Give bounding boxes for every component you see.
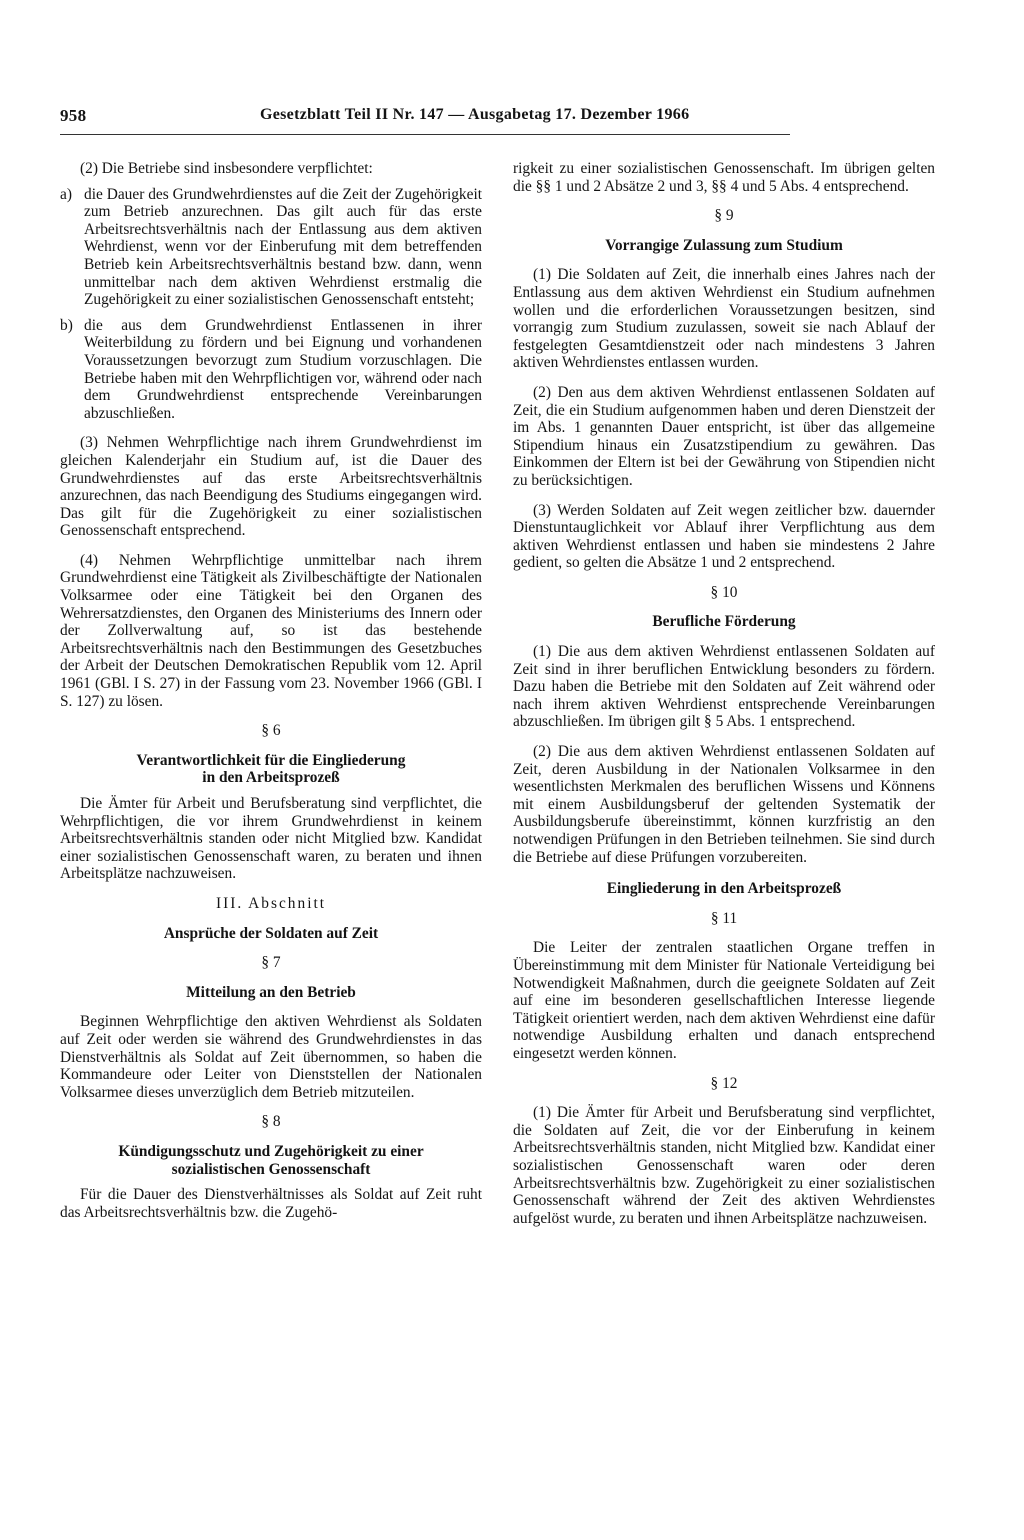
section-9-paragraph-1: (1) Die Soldaten auf Zeit, die innerhalb eines Jahres nach der Entlassung aus dem aktiven Wehrdienst ein Studium aufnehmen wollen und die erforderlichen Voraussetzungen besitzen, sind vorrangig zum Studium zuzulassen, soweit sie nach Ablauf der festgelegten Gesamtdienstzeit oder nach mindestens 3 Jahren aktiven Wehrdienstes entlassen wurden. [513, 266, 935, 372]
section-6-heading [60, 752, 482, 787]
section-11-heading: Eingliederung in den Arbeitsprozeß [606, 880, 842, 898]
header-divider [60, 134, 790, 135]
paragraph-3: (3) Nehmen Wehrpflichtige nach ihrem Grundwehrdienst im gleichen Kalenderjahr ein Studium auf, ist die Dauer des Grundwehrdienstes auf das erste Arbeitsrechtsverhältnis anzurechnen, das nach Beendigung des Studiums eingegangen wird. Das gilt für die Zugehörigkeit zu einer sozialistischen Genossenschaft entsprechend. [60, 434, 482, 540]
list-marker: b) [60, 316, 73, 334]
section-6-heading-line-1: Verantwortlichkeit für die Eingliederung [136, 751, 406, 769]
list-item [60, 317, 482, 423]
section-12-text: (1) Die Ämter für Arbeit und Berufsberatung sind verpflichtet, die Soldaten auf Zeit, die vor der Einberufung in keinem Arbeitsrechtsverhältnis standen, nicht Mitglied bzw. Kandidat einer sozialistischen Genossenschaft waren oder deren Arbeitsrechtsverhältnis bzw. Zugehörigkeit zu einer sozialistischen Genossenschaft während der Zeit des aktiven Wehrdienstes aufgelöst wurde, zu beraten und ihnen Arbeitsplätze nachzuweisen. [513, 1104, 935, 1227]
paragraph-2-intro: (2) Die Betriebe sind insbesondere verpflichtet: [80, 160, 373, 177]
section-10-paragraph-2: (2) Die aus dem aktiven Wehrdienst entlassenen Soldaten auf Zeit, deren Ausbildung in der Nationalen Volksarmee in den wesentlichsten Merkmalen des beruflichen Wissens und Könnens mit einem Ausbildungsberuf der geltenden Systematik der Ausbildungsberufe übereinstimmt, können kurzfristig an den notwendigen Prüfungen in den Betrieben teilnehmen. Sie sind durch die Betriebe auf diese Prüfungen vorzubereiten. [513, 743, 935, 866]
section-8-text: Für die Dauer des Dienstverhältnisses als Soldat auf Zeit ruht das Arbeitsrechtsverhältnis bzw. die Zugehö- [60, 1186, 482, 1221]
section-9-paragraph-3: (3) Werden Soldaten auf Zeit wegen zeitlicher bzw. dauernder Dienstuntauglichkeit vor Ablauf ihrer Verpflichtung aus dem aktiven Wehrdienst entlassen und haben sie mindestens 2 Jahre gedient, so gelten die Absätze 1 und 2 entsprechend. [513, 501, 935, 572]
section-8-mark: § 8 [261, 1113, 281, 1131]
list-item-text: die aus dem Grundwehrdienst Entlassenen in ihrer Weiterbildung zu fördern und bei Eignung und vorhandenen Voraussetzungen bevorzugt zum Studium vorzuschlagen. Die Betriebe haben mit den Wehrpflichtigen vor, während oder nach dem Grundwehrdienst entsprechende Vereinbarungen abzuschließen. [84, 316, 482, 422]
section-7-heading: Mitteilung an den Betrieb [186, 983, 356, 1001]
part-3-heading: Ansprüche der Soldaten auf Zeit [163, 924, 379, 942]
page-number: 958 [60, 106, 87, 125]
section-9-heading: Vorrangige Zulassung zum Studium [605, 236, 843, 254]
section-12-mark: § 12 [710, 1074, 738, 1092]
section-7-mark: § 7 [261, 954, 281, 972]
publication-title: Gesetzblatt Teil II Nr. 147 — Ausgabetag 17. Dezember 1966 [260, 106, 690, 123]
section-8-heading-line-2: sozialistischen Genossenschaft [171, 1160, 371, 1178]
section-10-heading: Berufliche Förderung [652, 613, 796, 631]
left-column [60, 160, 482, 1233]
obligations-list [60, 186, 482, 423]
section-9-paragraph-2: (2) Den aus dem aktiven Wehrdienst entlassenen Soldaten auf Zeit, die ein Studium aufgenommen haben und deren Dienstzeit der im Abs. 1 genannten Dauer entspricht, ist über das allgemeine Stipendium hinaus ein Zusatzstipendium zu gewähren. Das Einkommen der Eltern ist bei der Gewährung von Stipendien nicht zu berücksichtigen. [513, 383, 935, 489]
section-9-mark: § 9 [714, 207, 734, 225]
list-item-text: die Dauer des Grundwehrdienstes auf die Zeit der Zugehörigkeit zum Betrieb anzurechnen. Das gilt auch für das erste Arbeitsrechtsverhältnis nach der Entlassung aus dem aktiven Wehrdienst, wenn vor der Einberufung mit dem betreffenden Betrieb kein Arbeitsrechtsverhältnis bestand bzw. dann, wenn unmittelbar nach dem aktiven Wehrdienst erstmalig die Zugehörigkeit zu einer sozialistischen Genossenschaft entsteht; [84, 185, 482, 309]
section-8-continued: rigkeit zu einer sozialistischen Genossenschaft. Im übrigen gelten die §§ 1 und 2 Absätze 2 und 3, §§ 4 und 5 Abs. 4 entsprechend. [513, 160, 935, 195]
page-header [60, 106, 790, 130]
section-10-mark: § 10 [710, 583, 738, 601]
part-3-label: III. Abschnitt [215, 894, 327, 912]
section-8-heading-line-1: Kündigungsschutz und Zugehörigkeit zu einer [118, 1142, 424, 1160]
section-6-mark: § 6 [261, 722, 281, 740]
list-marker: a) [60, 185, 72, 203]
section-7-text: Beginnen Wehrpflichtige den aktiven Wehrdienst als Soldaten auf Zeit oder werden sie während des Grundwehrdienstes in das Dienstverhältnis als Soldat auf Zeit übernommen, so haben die Kommandeure oder Leiter von Dienststellen der Nationalen Volksarmee dieses unverzüglich dem Betrieb mitzuteilen. [60, 1013, 482, 1101]
list-item [60, 186, 482, 309]
section-6-text: Die Ämter für Arbeit und Berufsberatung sind verpflichtet, die Wehrpflichtigen, die vor ihrem Grundwehrdienst in keinem Arbeitsrechtsverhältnis standen oder nicht Mitglied bzw. Kandidat einer sozialistischen Genossenschaft waren, zu beraten und ihnen Arbeitsplätze nachzuweisen. [60, 795, 482, 883]
section-10-paragraph-1: (1) Die aus dem aktiven Wehrdienst entlassenen Soldaten auf Zeit sind in ihrer beruflichen Entwicklung besonders zu fördern. Dazu haben die Betriebe mit den Soldaten auf Zeit während oder nach ihrem aktiven Wehrdienst entsprechende Vereinbarungen abzuschließen. Im übrigen gilt § 5 Abs. 1 entsprechend. [513, 643, 935, 731]
right-column [513, 160, 935, 1239]
section-11-text: Die Leiter der zentralen staatlichen Organe treffen in Übereinstimmung mit dem Minister für Nationale Verteidigung bei Notwendigkeit Maßnahmen, durch die geeignete Soldaten auf Zeit auf eine im besonderen gesellschaftlichen Interesse liegende Tätigkeit orientiert werden, nach dem aktiven Wehrdienst eine dafür notwendige Ausbildung erhalten und danach entsprechend eingesetzt werden können. [513, 939, 935, 1062]
paragraph-4: (4) Nehmen Wehrpflichtige unmittelbar nach ihrem Grundwehrdienst eine Tätigkeit als Zivilbeschäftigte der Nationalen Volksarmee oder eine Tätigkeit bei den Organen des Wehrersatzdienstes, den Organen des Ministeriums des Innern oder der Zollverwaltung auf, so ist das bestehende Arbeitsrechtsverhältnis nach den Bestimmungen des Gesetzbuches der Arbeit der Deutschen Demokratischen Republik vom 12. April 1961 (GBl. I S. 27) in der Fassung vom 23. November 1966 (GBl. I S. 127) zu lösen. [60, 551, 482, 710]
section-11-mark: § 11 [710, 909, 738, 927]
section-6-heading-line-2: in den Arbeitsprozeß [202, 769, 340, 787]
section-8-heading [60, 1143, 482, 1178]
